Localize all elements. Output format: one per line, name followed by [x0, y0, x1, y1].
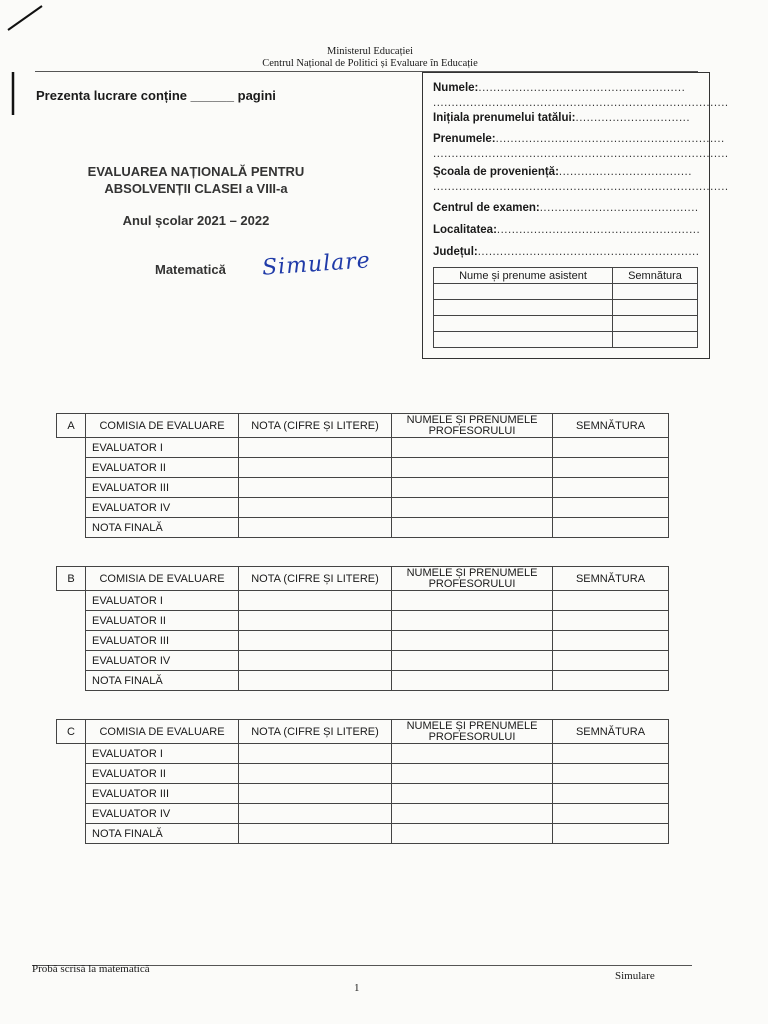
col-header-numele: NUMELE ȘI PRENUMELE PROFESORULUI: [392, 414, 553, 438]
table-letter: C: [57, 720, 86, 744]
grade-cell[interactable]: [239, 611, 392, 631]
col-header-nota: NOTA (CIFRE ȘI LITERE): [239, 720, 392, 744]
field-localitatea[interactable]: Localitatea:.......................................................: [433, 224, 701, 236]
assistant-sign-cell[interactable]: [613, 300, 698, 316]
field-scoala[interactable]: Școala de proveniență:....................................: [433, 166, 692, 178]
row-label: EVALUATOR II: [86, 611, 239, 631]
identification-box: [422, 72, 729, 359]
grade-cell[interactable]: [239, 591, 392, 611]
teacher-cell[interactable]: [392, 631, 553, 651]
signature-cell[interactable]: [553, 478, 669, 498]
teacher-cell[interactable]: [392, 611, 553, 631]
pages-blank[interactable]: ______: [190, 88, 235, 103]
assistant-table: [433, 267, 698, 348]
teacher-cell[interactable]: [392, 458, 553, 478]
row-label: EVALUATOR III: [86, 478, 239, 498]
page-number: 1: [354, 982, 360, 994]
col-header-nota: NOTA (CIFRE ȘI LITERE): [239, 414, 392, 438]
grade-cell[interactable]: [239, 671, 392, 691]
signature-cell[interactable]: [553, 804, 669, 824]
row-label: EVALUATOR II: [86, 458, 239, 478]
signature-cell[interactable]: [553, 498, 669, 518]
grade-cell[interactable]: [239, 458, 392, 478]
col-header-semnatura: SEMNĂTURA: [553, 720, 669, 744]
teacher-cell[interactable]: [392, 804, 553, 824]
field-scoala-cont[interactable]: ................................................................................: [433, 181, 729, 193]
footer-left: Probă scrisă la matematică: [32, 963, 150, 975]
field-nume[interactable]: Numele:........................................................: [433, 82, 686, 94]
assistant-sign-cell[interactable]: [613, 332, 698, 348]
assistant-sign-header: Semnătura: [613, 268, 698, 284]
col-header-semnatura: SEMNĂTURA: [553, 414, 669, 438]
handwritten-simulare: Simulare: [261, 248, 372, 281]
field-prenume-cont[interactable]: ................................................................................: [433, 148, 729, 160]
row-label: EVALUATOR IV: [86, 804, 239, 824]
signature-cell[interactable]: [553, 744, 669, 764]
teacher-cell[interactable]: [392, 651, 553, 671]
grade-cell[interactable]: [239, 824, 392, 844]
teacher-cell[interactable]: [392, 744, 553, 764]
teacher-cell[interactable]: [392, 671, 553, 691]
grade-cell[interactable]: [239, 631, 392, 651]
pages-label: Prezenta lucrare conține: [36, 88, 187, 103]
teacher-cell[interactable]: [392, 784, 553, 804]
signature-cell[interactable]: [553, 611, 669, 631]
teacher-cell[interactable]: [392, 518, 553, 538]
grade-cell[interactable]: [239, 744, 392, 764]
col-header-comisia: COMISIA DE EVALUARE: [86, 720, 239, 744]
exam-title-2: ABSOLVENȚII CLASEI a VIII-a: [104, 181, 288, 196]
grade-cell[interactable]: [239, 784, 392, 804]
ministry-name: Ministerul Educației: [326, 46, 414, 57]
signature-cell[interactable]: [553, 458, 669, 478]
grade-cell[interactable]: [239, 518, 392, 538]
row-label: EVALUATOR IV: [86, 651, 239, 671]
row-label: EVALUATOR IV: [86, 498, 239, 518]
commission-table-a: [56, 413, 669, 538]
grade-cell[interactable]: [239, 651, 392, 671]
exam-title-1: EVALUAREA NAȚIONALĂ PENTRU: [87, 164, 305, 179]
teacher-cell[interactable]: [392, 498, 553, 518]
teacher-cell[interactable]: [392, 591, 553, 611]
assistant-name-cell[interactable]: [434, 300, 613, 316]
grade-cell[interactable]: [239, 498, 392, 518]
assistant-sign-cell[interactable]: [613, 284, 698, 300]
grade-cell[interactable]: [239, 764, 392, 784]
exam-subject: Matematică: [155, 262, 226, 277]
row-label: EVALUATOR II: [86, 764, 239, 784]
signature-cell[interactable]: [553, 671, 669, 691]
teacher-cell[interactable]: [392, 478, 553, 498]
field-centru[interactable]: Centrul de examen:...........................................: [433, 202, 699, 214]
exam-year: Anul școlar 2021 – 2022: [122, 213, 270, 228]
row-label: NOTA FINALĂ: [86, 518, 239, 538]
assistant-sign-cell[interactable]: [613, 316, 698, 332]
col-header-nota: NOTA (CIFRE ȘI LITERE): [239, 567, 392, 591]
assistant-name-cell[interactable]: [434, 284, 613, 300]
signature-cell[interactable]: [553, 784, 669, 804]
signature-cell[interactable]: [553, 764, 669, 784]
assistant-name-cell[interactable]: [434, 316, 613, 332]
col-header-comisia: COMISIA DE EVALUARE: [86, 567, 239, 591]
row-label: EVALUATOR I: [86, 438, 239, 458]
row-label: EVALUATOR I: [86, 591, 239, 611]
row-label: EVALUATOR I: [86, 744, 239, 764]
commission-table-c: [56, 719, 669, 844]
assistant-name-header: Nume și prenume asistent: [434, 268, 613, 284]
signature-cell[interactable]: [553, 824, 669, 844]
teacher-cell[interactable]: [392, 764, 553, 784]
table-letter: B: [57, 567, 86, 591]
center-name: Centrul Național de Politici și Evaluare în Educație: [262, 58, 478, 69]
col-header-semnatura: SEMNĂTURA: [553, 567, 669, 591]
grade-cell[interactable]: [239, 804, 392, 824]
row-label: EVALUATOR III: [86, 784, 239, 804]
field-initiala[interactable]: Inițiala prenumelui tatălui:...............................: [433, 112, 691, 124]
row-label: NOTA FINALĂ: [86, 824, 239, 844]
assistant-name-cell[interactable]: [434, 332, 613, 348]
row-label: NOTA FINALĂ: [86, 671, 239, 691]
signature-cell[interactable]: [553, 438, 669, 458]
grade-cell[interactable]: [239, 478, 392, 498]
signature-cell[interactable]: [553, 651, 669, 671]
teacher-cell[interactable]: [392, 438, 553, 458]
commission-table-b: [56, 566, 669, 691]
field-judetul[interactable]: Județul:............................................................: [433, 246, 700, 258]
row-label: EVALUATOR III: [86, 631, 239, 651]
table-letter: A: [57, 414, 86, 438]
col-header-numele: NUMELE ȘI PRENUMELE PROFESORULUI: [392, 567, 553, 591]
teacher-cell[interactable]: [392, 824, 553, 844]
grade-cell[interactable]: [239, 438, 392, 458]
signature-cell[interactable]: [553, 591, 669, 611]
field-nume-cont[interactable]: ................................................................................: [433, 97, 729, 109]
signature-cell[interactable]: [553, 631, 669, 651]
pages-line: [36, 88, 276, 103]
col-header-comisia: COMISIA DE EVALUARE: [86, 414, 239, 438]
col-header-numele: NUMELE ȘI PRENUMELE PROFESORULUI: [392, 720, 553, 744]
footer-right: Simulare: [615, 970, 655, 982]
signature-cell[interactable]: [553, 518, 669, 538]
field-prenume[interactable]: Prenumele:..............................................................: [433, 133, 725, 145]
pages-suffix: pagini: [237, 88, 276, 103]
